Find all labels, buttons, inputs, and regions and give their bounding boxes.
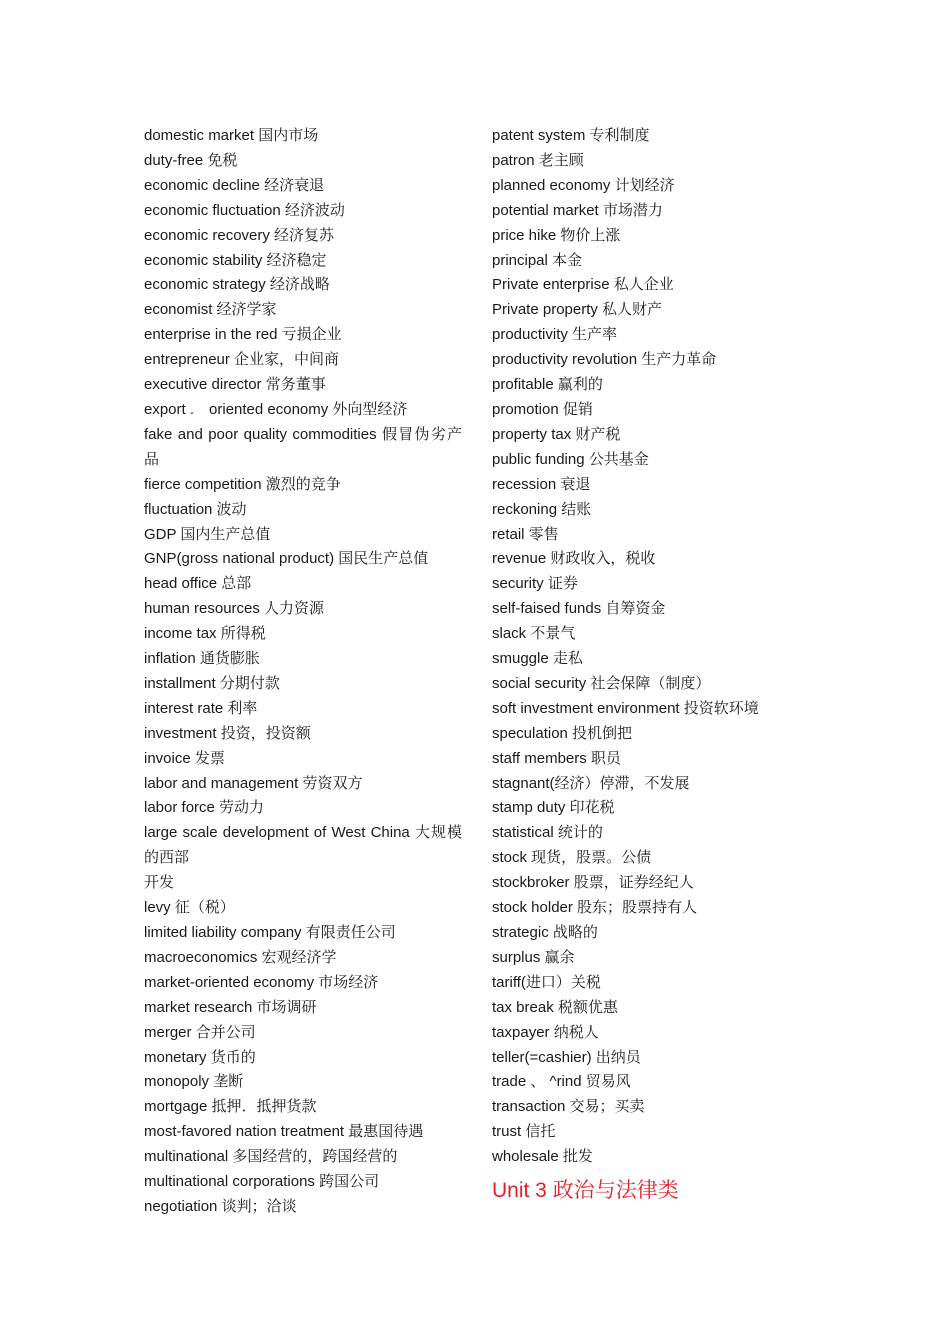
glossary-entry: trust 信托	[492, 1123, 556, 1141]
glossary-entry: GDP 国内生产总值	[144, 525, 271, 543]
glossary-entry: tax break 税额优惠	[492, 998, 618, 1016]
glossary-entry: enterprise in the red 亏损企业	[144, 326, 342, 344]
glossary-entry: productivity 生产率	[492, 326, 618, 344]
glossary-entry: teller(=cashier) 出纳员	[492, 1048, 641, 1066]
glossary-entry: stockbroker 股票，证券经纪人	[492, 874, 694, 892]
glossary-entry: installment 分期付款	[144, 674, 280, 692]
glossary-entry: public funding 公共基金	[492, 450, 649, 468]
glossary-entry: limited liability company 有限责任公司	[144, 924, 396, 941]
glossary-entry: 开发	[144, 874, 175, 892]
glossary-entry: Private property 私人财产	[492, 301, 663, 319]
glossary-entry: market-oriented economy 市场经济	[144, 973, 379, 991]
glossary-entry: taxpayer 纳税人	[492, 1023, 599, 1041]
glossary-entry: planned economy 计划经济	[492, 176, 675, 194]
glossary-entry: multinational 多国经营的，跨国经营的	[144, 1148, 398, 1166]
glossary-entry: reckoning 结账	[492, 500, 592, 518]
glossary-entry: stock 现货，股票。公债	[492, 849, 652, 867]
glossary-entry: stock holder 股东；股票持有人	[492, 899, 698, 917]
glossary-entry: duty-free 免税	[144, 151, 238, 169]
glossary-entry: principal 本金	[492, 251, 583, 269]
glossary-entry: revenue 财政收入，税收	[492, 550, 656, 568]
glossary-entry: levy 征（税）	[144, 899, 235, 917]
left-column	[144, 124, 462, 1220]
glossary-entry: economic fluctuation 经济波动	[144, 201, 345, 219]
glossary-entry: negotiation 谈判；洽谈	[144, 1197, 297, 1215]
glossary-entry: large scale development of West China 大规模的西部	[144, 824, 462, 867]
glossary-entry: strategic 战略的	[492, 924, 598, 941]
glossary-entry: interest rate 利率	[144, 699, 258, 717]
glossary-entry: social security 社会保障（制度）	[492, 674, 711, 692]
glossary-entry: productivity revolution 生产力革命	[492, 351, 717, 369]
glossary-entry: recession 衰退	[492, 475, 591, 493]
glossary-entry: fluctuation 波动	[144, 500, 247, 518]
glossary-entry: inflation 通货膨胀	[144, 650, 260, 668]
glossary-entry: retail 零售	[492, 525, 559, 543]
glossary-entry: potential market 市场潜力	[492, 201, 663, 219]
glossary-entry: patent system 专利制度	[492, 127, 650, 144]
glossary-entry: market research 市场调研	[144, 998, 317, 1016]
glossary-entry: transaction 交易；买卖	[492, 1098, 645, 1116]
glossary-entry: slack 不景气	[492, 625, 576, 643]
section-heading: Unit 3 政治与法律类	[492, 1179, 679, 1203]
glossary-entry: domestic market 国内市场	[144, 127, 319, 144]
glossary-entry: promotion 促销	[492, 400, 593, 418]
glossary-entry: staff members 职员	[492, 749, 621, 767]
glossary-entry: stamp duty 印花税	[492, 799, 615, 817]
glossary-entry: Private enterprise 私人企业	[492, 276, 674, 294]
glossary-entry: stagnant(经济）停滞，不发展	[492, 774, 690, 792]
right-column	[492, 124, 792, 1206]
glossary-entry: labor and management 劳资双方	[144, 774, 363, 792]
glossary-entry: head office 总部	[144, 575, 252, 593]
glossary-entry: tariff(进口）关税	[492, 973, 601, 991]
glossary-entry: price hike 物价上涨	[492, 226, 621, 244]
glossary-entry: invoice 发票	[144, 749, 225, 767]
glossary-entry: economic strategy 经济战略	[144, 276, 330, 294]
glossary-entry: profitable 赢利的	[492, 376, 603, 394]
glossary-entry: mortgage 抵押．抵押货款	[144, 1098, 317, 1116]
glossary-entry: GNP(gross national product) 国民生产总值	[144, 550, 429, 568]
glossary-entry: fake and poor quality commodities 假冒伪劣产品	[144, 425, 462, 468]
glossary-entry: most-favored nation treatment 最惠国待遇	[144, 1123, 424, 1141]
glossary-entry: economist 经济学家	[144, 301, 277, 319]
glossary-entry: multinational corporations 跨国公司	[144, 1173, 380, 1191]
glossary-entry: statistical 统计的	[492, 824, 603, 842]
glossary-entry: labor force 劳动力	[144, 799, 265, 817]
glossary-entry: wholesale 批发	[492, 1148, 593, 1166]
glossary-entry: smuggle 走私	[492, 650, 583, 668]
glossary-entry: human resources 人力资源	[144, 600, 325, 618]
glossary-entry: macroeconomics 宏观经济学	[144, 948, 337, 966]
glossary-entry: fierce competition 激烈的竞争	[144, 475, 341, 493]
glossary-entry: investment 投资，投资额	[144, 724, 311, 742]
glossary-entry: self-faised funds 自筹资金	[492, 600, 666, 618]
glossary-entry: entrepreneur 企业家，中间商	[144, 351, 340, 369]
glossary-entry: speculation 投机倒把	[492, 724, 633, 742]
glossary-entry: economic decline 经济衰退	[144, 176, 325, 194]
glossary-entry: economic stability 经济稳定	[144, 251, 327, 269]
glossary-entry: executive director 常务董事	[144, 376, 326, 394]
glossary-entry: monetary 货币的	[144, 1048, 256, 1066]
glossary-entry: economic recovery 经济复苏	[144, 226, 335, 244]
glossary-entry: security 证券	[492, 575, 578, 593]
glossary-entry: merger 合并公司	[144, 1023, 256, 1041]
glossary-entry: monopoly 垄断	[144, 1073, 244, 1091]
glossary-entry: export . oriented economy 外向型经济	[144, 400, 408, 418]
glossary-entry: patron 老主顾	[492, 151, 584, 169]
glossary-entry: surplus 赢余	[492, 948, 575, 966]
glossary-entry: soft investment environment 投资软环境	[492, 699, 759, 717]
glossary-entry: property tax 财产税	[492, 425, 621, 443]
glossary-entry: income tax 所得税	[144, 625, 266, 643]
glossary-entry: trade 、 ^rind 贸易风	[492, 1073, 631, 1091]
